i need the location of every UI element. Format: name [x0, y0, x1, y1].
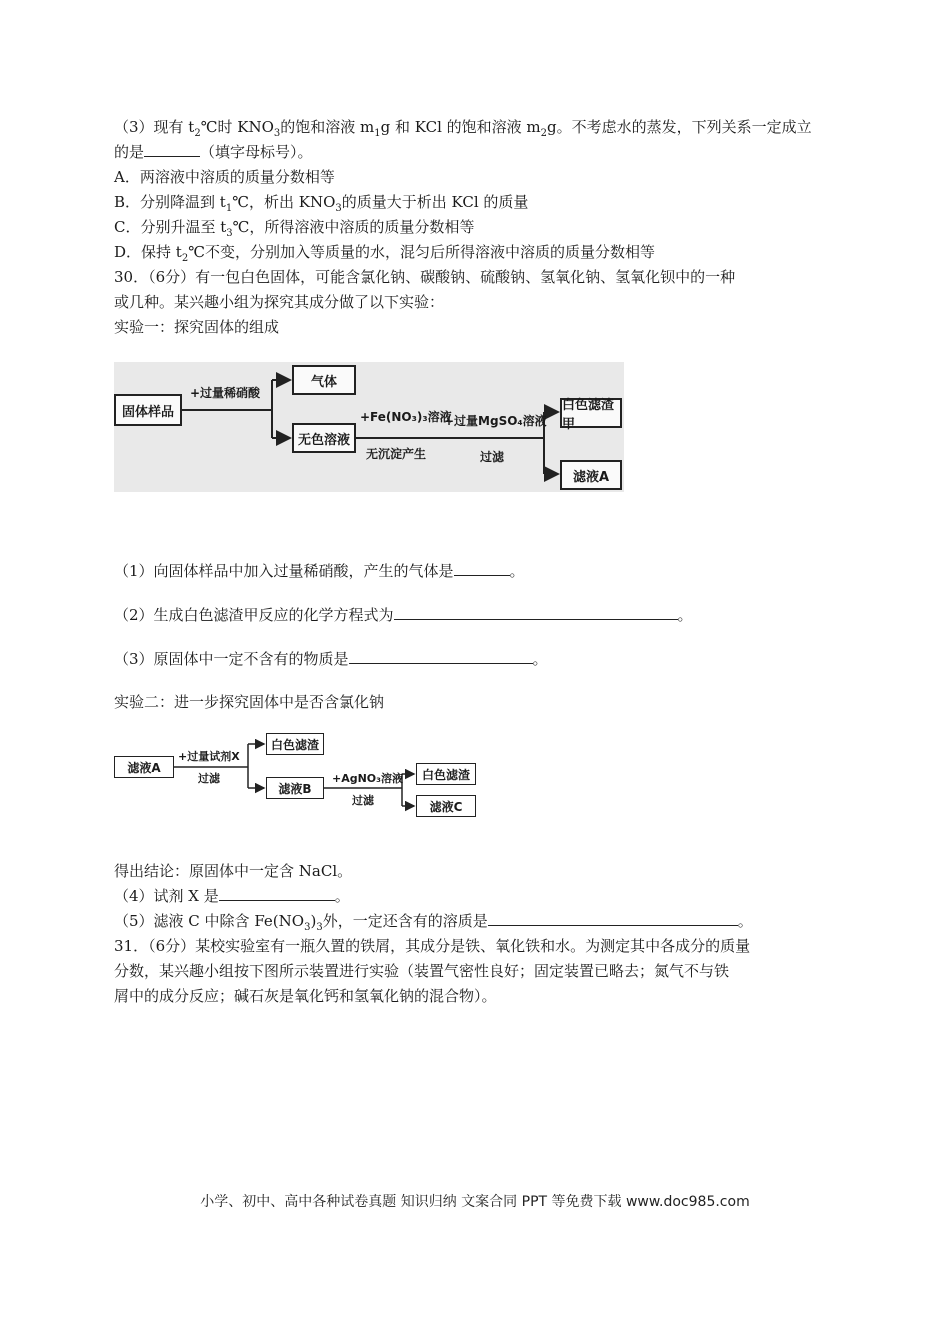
label-add-mgso4: +过量MgSO₄溶液 [444, 414, 547, 428]
text: （填字母标号）。 [200, 143, 313, 161]
text: g。不考虑水的蒸发，下列关系一定成立 [547, 118, 812, 136]
q30-sub3 [114, 648, 548, 670]
text: ℃不变，分别加入等质量的水，混匀后所得溶液中溶质的质量分数相等 [188, 243, 655, 261]
text: （2）生成白色滤渣甲反应的化学方程式为 [114, 606, 394, 624]
label-filter: 过滤 [480, 450, 505, 464]
subscript: 3 [273, 128, 281, 139]
text: 。 [532, 650, 548, 668]
flowchart-experiment-1 [114, 362, 624, 492]
exp2-title: 实验二：进一步探究固体中是否含氯化钠 [114, 693, 385, 711]
answer-blank[interactable] [144, 141, 200, 157]
text: C．分别升温至 t [114, 218, 227, 236]
label-no-precipitate: 无沉淀产生 [366, 447, 427, 461]
q30-line1: 30．（6分）有一包白色固体，可能含氯化钠、碳酸钠、硫酸钠、氢氧化钠、氢氧化钡中的一种 [114, 268, 736, 286]
subscript: 3 [316, 922, 323, 933]
q31-line1: 31．（6分）某校实验室有一瓶久置的铁屑，其成分是铁、氧化铁和水。为测定其中各成分的质量 [114, 937, 751, 955]
conclusion: 得出结论：原固体中一定含 NaCl。 [114, 862, 353, 880]
box-filtrate-a: 滤液A [560, 460, 622, 490]
subscript: 3 [304, 922, 311, 933]
box-white-residue-2: 白色滤渣 [416, 763, 476, 785]
q31-line3: 屑中的成分反应；碱石灰是氧化钙和氢氧化钠的混合物）。 [114, 987, 497, 1005]
subscript: 3 [226, 228, 233, 239]
box-colorless-solution: 无色溶液 [292, 423, 356, 453]
footer-text: 小学、初中、高中各种试卷真题 知识归纳 文案合同 PPT 等免费下载 www.doc985.com [200, 1194, 750, 1210]
label-add-nitric-acid: +过量稀硝酸 [190, 386, 261, 400]
text: ℃，析出 KNO [232, 193, 336, 211]
q30-line2: 或几种。某兴趣小组为探究其成分做了以下实验： [114, 293, 445, 311]
answer-blank[interactable] [394, 604, 678, 620]
text: D．保持 t [114, 243, 182, 261]
q3-option-b [114, 191, 528, 213]
subscript: 1 [225, 203, 233, 214]
text: 。 [737, 912, 753, 930]
q3-option-a: A．两溶液中溶质的质量分数相等 [114, 168, 335, 186]
flowchart-1-arrows [114, 362, 624, 492]
subscript: 2 [194, 128, 201, 139]
label-filter-1: 过滤 [198, 772, 220, 785]
subscript: 2 [181, 253, 189, 264]
q30-sub4 [114, 885, 350, 907]
label-add-fe-nitrate: +Fe(NO₃)₃溶液 [360, 410, 452, 424]
box-filtrate-c: 滤液C [416, 795, 476, 817]
text: 的饱和溶液 m [280, 118, 375, 136]
q3-line1 [114, 116, 812, 138]
box-white-residue-1: 白色滤渣 [266, 733, 324, 755]
subscript: 3 [335, 203, 342, 214]
label-add-agno3: +AgNO₃溶液 [332, 772, 403, 785]
q31-line2: 分数，某兴趣小组按下图所示装置进行实验（装置气密性良好；固定装置已略去；氮气不与铁 [114, 962, 730, 980]
q3-option-d [114, 241, 655, 263]
q30-sub5 [114, 910, 753, 932]
q30-sub2 [114, 604, 693, 626]
box-gas: 气体 [292, 365, 356, 395]
answer-blank[interactable] [488, 910, 738, 926]
subscript: 2 [540, 128, 548, 139]
label-add-reagent-x: +过量试剂X [178, 750, 240, 763]
q3-line2 [114, 141, 313, 163]
answer-blank[interactable] [454, 560, 510, 576]
text: 。 [334, 887, 350, 905]
answer-blank[interactable] [349, 648, 533, 664]
exp1-title: 实验一：探究固体的组成 [114, 318, 280, 336]
box-white-residue-a: 白色滤渣甲 [560, 398, 622, 428]
answer-blank[interactable] [219, 885, 335, 901]
box-filtrate-b: 滤液B [266, 777, 324, 799]
q30-sub1 [114, 560, 525, 582]
text: （4）试剂 X 是 [114, 887, 219, 905]
text: （5）滤液 C 中除含 Fe(NO [114, 912, 305, 930]
flowchart-experiment-2 [114, 728, 479, 822]
text: 的是 [114, 143, 145, 161]
label-filter-2: 过滤 [352, 794, 374, 807]
text: 外，一定还含有的溶质是 [322, 912, 488, 930]
subscript: 1 [374, 128, 381, 139]
text: （1）向固体样品中加入过量稀硝酸，产生的气体是 [114, 562, 454, 580]
text: g 和 KCl 的饱和溶液 m [380, 118, 541, 136]
box-filtrate-a: 滤液A [114, 756, 174, 778]
text: B．分别降温到 t [114, 193, 226, 211]
text: 。 [509, 562, 525, 580]
text: 。 [677, 606, 693, 624]
q3-option-c [114, 216, 474, 238]
text: ) [310, 912, 317, 930]
text: （3）现有 t [114, 118, 195, 136]
box-solid-sample: 固体样品 [114, 394, 182, 426]
text: 的质量大于析出 KCl 的质量 [341, 193, 529, 211]
text: （3）原固体中一定不含有的物质是 [114, 650, 349, 668]
text: ℃时 KNO [200, 118, 274, 136]
text: ℃，所得溶液中溶质的质量分数相等 [232, 218, 475, 236]
